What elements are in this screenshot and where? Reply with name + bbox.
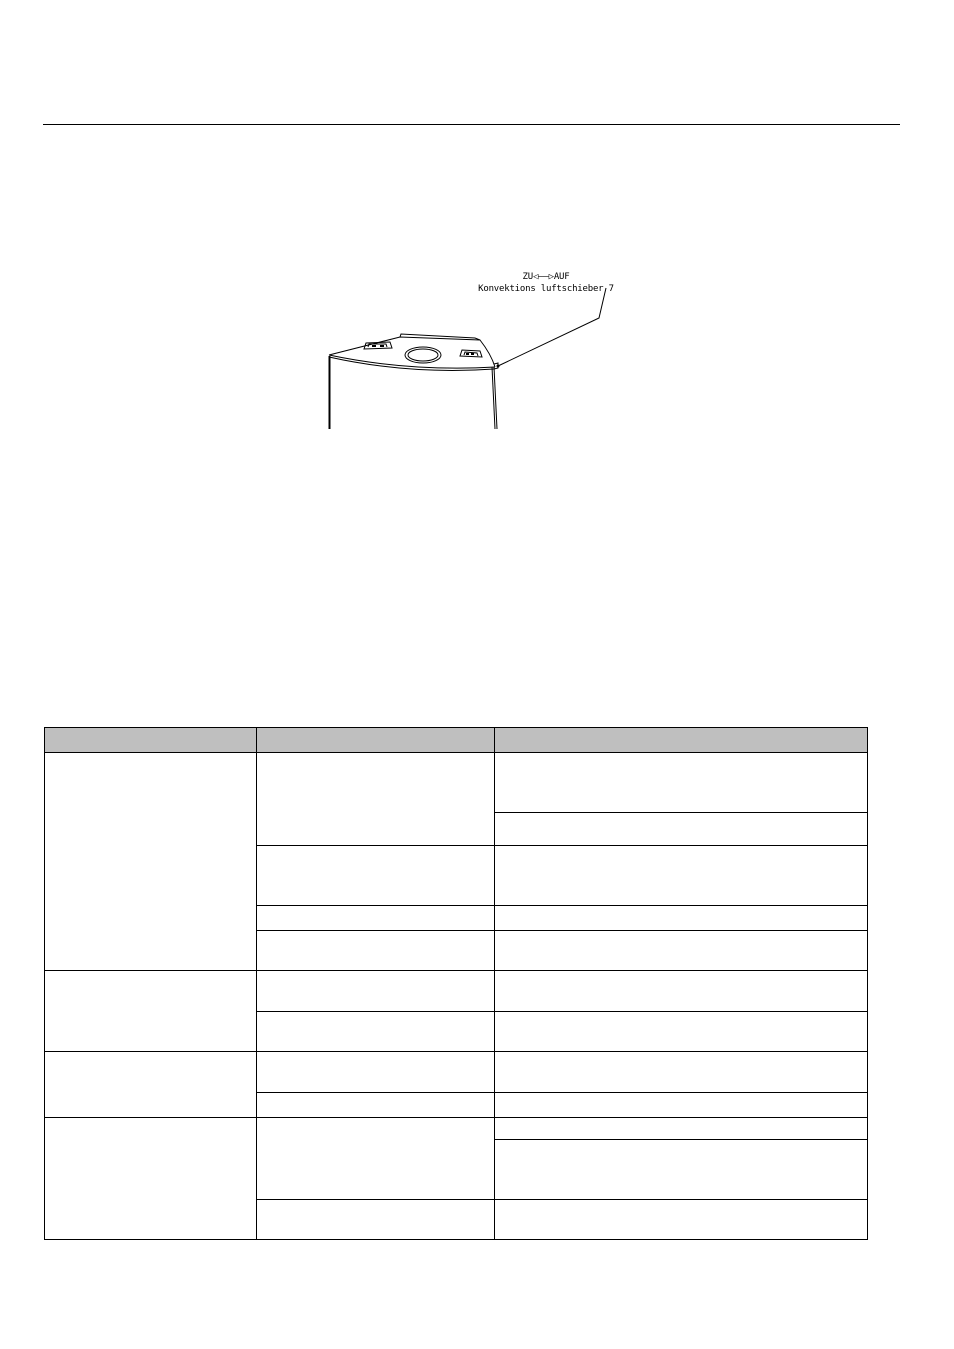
convection-slider-label: Konvektions luftschieber 7	[478, 284, 614, 294]
table-cell	[257, 906, 495, 931]
table-row	[45, 1118, 868, 1140]
table-cell	[257, 1200, 495, 1240]
table-header-cell	[257, 728, 495, 753]
table-row	[45, 971, 868, 1012]
table-cell	[495, 1200, 868, 1240]
table-cell	[257, 1093, 495, 1118]
troubleshooting-table	[44, 727, 868, 1240]
table-cell	[495, 971, 868, 1012]
table-cell	[495, 1052, 868, 1093]
table-header-cell	[45, 728, 257, 753]
table-cell	[257, 846, 495, 906]
header-rule	[43, 124, 900, 125]
table-cell	[495, 846, 868, 906]
table-cell	[495, 906, 868, 931]
table-cell	[257, 753, 495, 846]
table-cell	[45, 1052, 257, 1118]
table-cell	[257, 1118, 495, 1200]
table-cell	[495, 1140, 868, 1200]
table-cell	[257, 1012, 495, 1052]
table-header-cell	[495, 728, 868, 753]
table-cell	[495, 813, 868, 846]
table-cell	[495, 1093, 868, 1118]
table-cell	[257, 971, 495, 1012]
table-cell	[495, 931, 868, 971]
table-cell	[495, 1012, 868, 1052]
table-cell	[45, 1118, 257, 1240]
table-row	[45, 753, 868, 813]
table-cell	[257, 1052, 495, 1093]
table-cell	[257, 931, 495, 971]
table-header-row	[45, 728, 868, 753]
slider-annotation	[466, 271, 626, 295]
table-cell	[495, 1118, 868, 1140]
table-cell	[495, 753, 868, 813]
open-close-label: ZU◁——▷AUF	[522, 272, 570, 282]
table-cell	[45, 753, 257, 971]
table-cell	[45, 971, 257, 1052]
table-row	[45, 1052, 868, 1093]
